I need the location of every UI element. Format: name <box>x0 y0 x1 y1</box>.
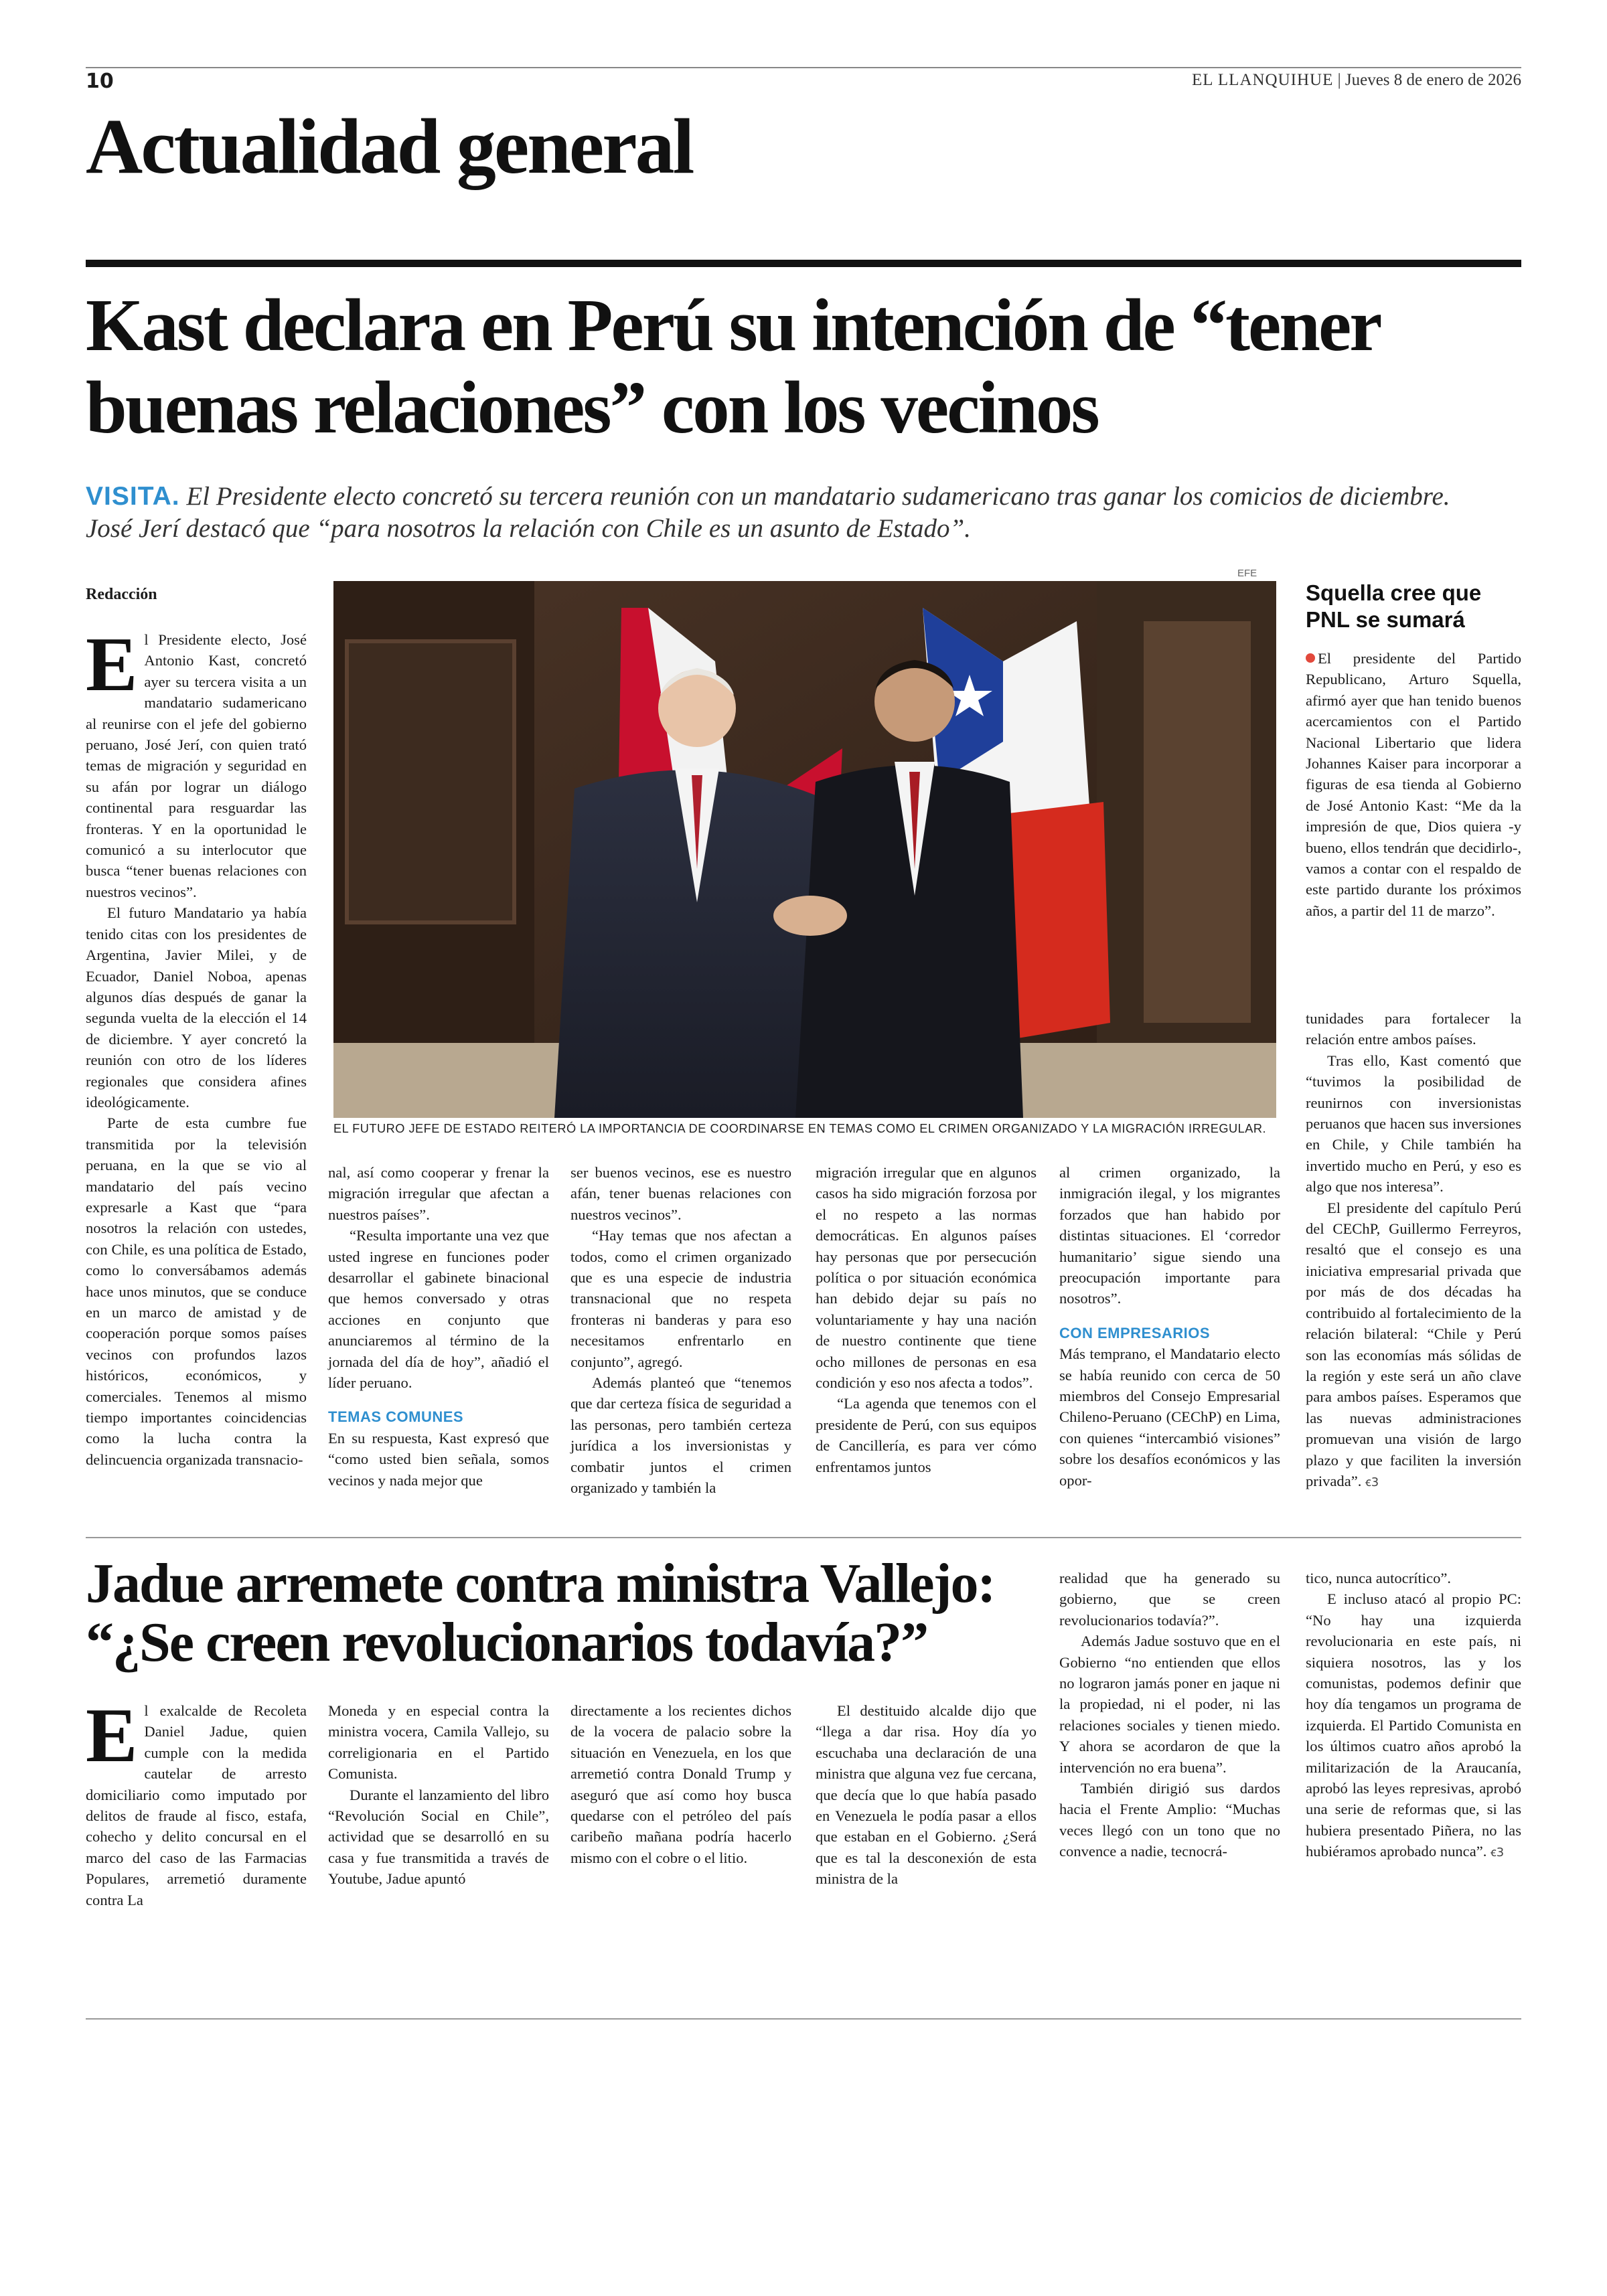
deck <box>86 481 1458 545</box>
section-divider <box>86 1537 1521 1538</box>
paragraph: El destituido alcalde dijo que “llega a dar risa. Hoy día yo escuchaba una declaración de una ministra que alguna vez fue cercana, que decía que lo que había pasado en Venezuela le podía pasar a ellos que estaban en el Gobierno. ¿Será que es tal la desconexión de esta ministra de la <box>816 1702 1037 1888</box>
bullet-icon <box>1306 653 1315 663</box>
subhead-con-empresarios: CON EMPRESARIOS <box>1059 1324 1211 1341</box>
main-headline: Kast declara en Perú su intención de “tener buenas relaciones” con los vecinos <box>86 284 1379 449</box>
paragraph: Además planteó que “tenemos que dar certeza física de seguridad a las personas, pero también certeza jurídica a los inversionistas y combatir juntos el crimen organizado y también la <box>570 1374 791 1497</box>
paragraph: l Presidente electo, José Antonio Kast, concretó ayer su tercera visita a un mandatario sudamericano al reunirse con el jefe del gobierno peruano, José Jerí, con quien trató temas de migración y seguridad en su afán por lograr un diálogo continental para resguardar las fronteras. Y en la oportunidad le comunicó a su interlocutor que busca “tener buenas relaciones con nuestros vecinos”. <box>86 631 307 900</box>
masthead-title: EL LLANQUIHUE <box>1192 71 1334 89</box>
page-number: 10 <box>86 70 114 93</box>
top-rule <box>86 67 1521 68</box>
issue-date: Jueves 8 de enero de 2026 <box>1345 71 1521 89</box>
sidebar-paragraph <box>1306 648 1521 921</box>
article2-col4 <box>816 1700 1037 1890</box>
deck-text: El Presidente electo concretó su tercera reunión con un mandatario sudamericano tras ganar los comicios de diciembre. José Jerí destacó que “para nosotros la relación con Chile es un asunto de Estado”. <box>86 482 1450 543</box>
paragraph-text: E incluso atacó al propio PC: “No hay una izquierda revolucionaria en este país, ni siquiera nosotros, las y los comunistas, podemos definir que hoy día tengamos un programa de izquierda. El Partido Comunista en los últimos cuatro años aprobó la militarización de la Araucanía, aprobó las leyes represivas, aprobó una serie de reformas que, si las hubiera presentado Piñera, no las hubiéramos aprobado nunca”. <box>1306 1590 1521 1860</box>
second-headline: Jadue arremete contra ministra Vallejo: “¿Se creen revolucionarios todavía?” <box>86 1552 995 1673</box>
subhead-temas-comunes: TEMAS COMUNES <box>328 1408 464 1426</box>
kicker: VISITA. <box>86 482 180 511</box>
paragraph: realidad que ha generado su gobierno, que se creen revolucionarios todavía?”. <box>1059 1570 1280 1629</box>
paragraph: Parte de esta cumbre fue transmitida por la televisión peruana, en la que se vio al mandatario del país vecino expresarle a Kast que “para nosotros la relación con ustedes, con Chile, es una política de Estado, como lo conversábamos además hace unos minutos, que se conduce en un marco de amistad y de cooperación porque somos países vecinos con profundos lazos históricos, económicos, y comerciales. Tenemos al mismo tiempo importantes coincidencias como la lucha contra la delincuencia organizada transnacio- <box>86 1115 307 1468</box>
end-mark-icon: ꞓ3 <box>1490 1846 1505 1860</box>
paragraph: ser buenos vecinos, ese es nuestro afán, tener buenas relaciones con nuestros vecinos”. <box>570 1164 791 1223</box>
article1-col5 <box>1059 1162 1280 1491</box>
paragraph: “La agenda que tenemos con el presidente de Perú, con sus equipos de Cancillería, es para ver cómo enfrentamos juntos <box>816 1395 1037 1475</box>
handshake-photo-illustration <box>333 581 1276 1118</box>
paragraph: tico, nunca autocrítico”. <box>1306 1570 1452 1586</box>
paragraph: Durante el lanzamiento del libro “Revolución Social en Chile”, actividad que se desarrolló en su casa y fue transmitida a través de Youtube, Jadue apuntó <box>328 1786 549 1888</box>
article1-col4 <box>816 1162 1037 1477</box>
bottom-rule <box>86 2018 1521 2020</box>
photo-credit: EFE <box>1237 568 1257 579</box>
paragraph-text: El presidente del capítulo Perú del CEChP, Guillermo Ferreyros, resaltó que el consejo es una iniciativa empresarial privada que por más de dos décadas ha contribuido al fortalecimiento de la relación bilateral: “Chile y Perú son las economías más sólidas de la región y este será un año clave para ambos países. Esperamos que las nuevas administraciones promuevan una visión de largo plazo y que faciliten la inversión privada”. <box>1306 1199 1521 1489</box>
paragraph: Moneda y en especial contra la ministra vocera, Camila Vallejo, su correligionaria en el Partido Comunista. <box>328 1702 549 1783</box>
byline: Redacción <box>86 586 157 603</box>
paragraph: “Hay temas que nos afectan a todos, como el crimen organizado que es una especie de industria transnacional que no respeta fronteras ni banderas y para eso necesitamos enfrentarlo en conjunto”, agregó. <box>570 1227 791 1370</box>
article2-col6 <box>1306 1568 1521 1864</box>
paragraph: Además Jadue sostuvo que en el Gobierno “no entienden que ellos no lograron jamás poner en jaque ni la propiedad, ni el poder, ni las relaciones sociales y tienen miedo. Y ahora se acordaron de que la intervención no era buena”. <box>1059 1633 1280 1776</box>
paragraph: migración irregular que en algunos casos ha sido migración forzosa por el no respeto a las normas democráticas. En algunos países hay personas que por persecución política o por situación económica han debido dejar su país no voluntariamente y hay una nación de nuestro continente que tiene ocho millones de personas en esa condición y eso nos afecta a todos”. <box>816 1164 1037 1392</box>
masthead: EL LLANQUIHUE | Jueves 8 de enero de 2026 <box>1192 71 1521 89</box>
paragraph: En su respuesta, Kast expresó que “como usted bien señala, somos vecinos y nada mejor que <box>328 1429 549 1489</box>
article2-col3 <box>570 1700 791 1868</box>
section-rule <box>86 260 1521 267</box>
paragraph: “Resulta importante una vez que usted ingrese en funciones poder desarrollar el gabinete binacional que hemos conversado y otras acciones en conjunto que anunciaremos al término de la jornada del día de hoy”, añadió el líder peruano. <box>328 1227 549 1392</box>
sidebar-title: Squella cree que PNL se sumará <box>1306 580 1482 632</box>
paragraph: El futuro Mandatario ya había tenido citas con los presidentes de Argentina, Javier Milei, y de Ecuador, Daniel Noboa, apenas algunos días después de ganar la segunda vuelta de la elección el 14 de diciembre. Y ayer concretó la reunión con otro de los líderes regionales que considera afines ideológicamente. <box>86 904 307 1111</box>
photo-kast-jeri <box>333 581 1276 1118</box>
paragraph: nal, así como cooperar y frenar la migración irregular que afectan a nuestros países”. <box>328 1164 549 1223</box>
article2-col2 <box>328 1700 549 1890</box>
article1-col1 <box>86 622 307 1470</box>
paragraph: l exalcalde de Recoleta Daniel Jadue, quien cumple con la medida cautelar de arresto domiciliario como imputado por delitos de fraude al fisco, estafa, cohecho y delito concursal en el marco del caso de las Farmacias Populares, arremetió duramente contra La <box>86 1702 307 1908</box>
paragraph <box>1306 1198 1521 1493</box>
end-mark-icon: ꞓ3 <box>1365 1475 1379 1489</box>
article1-col3 <box>570 1162 791 1499</box>
section-title: Actualidad general <box>86 102 693 190</box>
article1-col2 <box>328 1162 549 1491</box>
sidebar-text: El presidente del Partido Republicano, Arturo Squella, afirmó ayer que han tenido buenos acercamientos con el Partido Nacional Libertario que lidera Johannes Kaiser para incorporar a figuras de esa tienda al Gobierno de José Antonio Kast: “Me da la impresión de que, Dios quiera -y bueno, ellos tendrán que decidirlo-, vamos a contar con el respaldo de este partido durante los próximos años, a partir del 11 de marzo”. <box>1306 650 1521 919</box>
article2-col5 <box>1059 1568 1280 1862</box>
paragraph: tunidades para fortalecer la relación entre ambos países. <box>1306 1010 1521 1048</box>
dropcap: E <box>86 1693 138 1779</box>
paragraph: Más temprano, el Mandatario electo se había reunido con cerca de 50 miembros del Consejo Empresarial Chileno-Peruano (CEChP) en Lima, con quienes “intercambió visiones” sobre los desafíos económicos y las opor- <box>1059 1345 1280 1489</box>
photo-caption: EL FUTURO JEFE DE ESTADO REITERÓ LA IMPORTANCIA DE COORDINARSE EN TEMAS COMO EL CRIMEN ORGANIZADO Y LA MIGRACIÓN IRREGULAR. <box>333 1122 1267 1135</box>
article2-col1 <box>86 1693 307 1910</box>
paragraph <box>1306 1588 1521 1863</box>
dropcap: E <box>86 622 138 708</box>
sidebar-body <box>1306 648 1521 921</box>
article1-col6 <box>1306 1008 1521 1493</box>
paragraph: al crimen organizado, la inmigración ilegal, y los migrantes forzados que han habido por distintas situaciones. El ‘corredor humanitario’ sigue siendo una preocupación importante para nosotros”. <box>1059 1164 1280 1307</box>
paragraph: También dirigió sus dardos hacia el Frente Amplio: “Muchas veces llegó con un tono que no convence a nadie, tecnocrá- <box>1059 1780 1280 1860</box>
paragraph: Tras ello, Kast comentó que “tuvimos la posibilidad de reunirnos con inversionistas peruanos que hacen sus inversiones en Chile, y Chile también ha invertido mucho en Perú, y eso es algo que nos interesa”. <box>1306 1052 1521 1196</box>
paragraph: directamente a los recientes dichos de la vocera de palacio sobre la situación en Venezuela, en los que arremetió contra Donald Trump y aseguró que así como hoy busca quedarse con el petróleo del país caribeño mañana podría hacerlo mismo con el cobre o el litio. <box>570 1702 791 1866</box>
